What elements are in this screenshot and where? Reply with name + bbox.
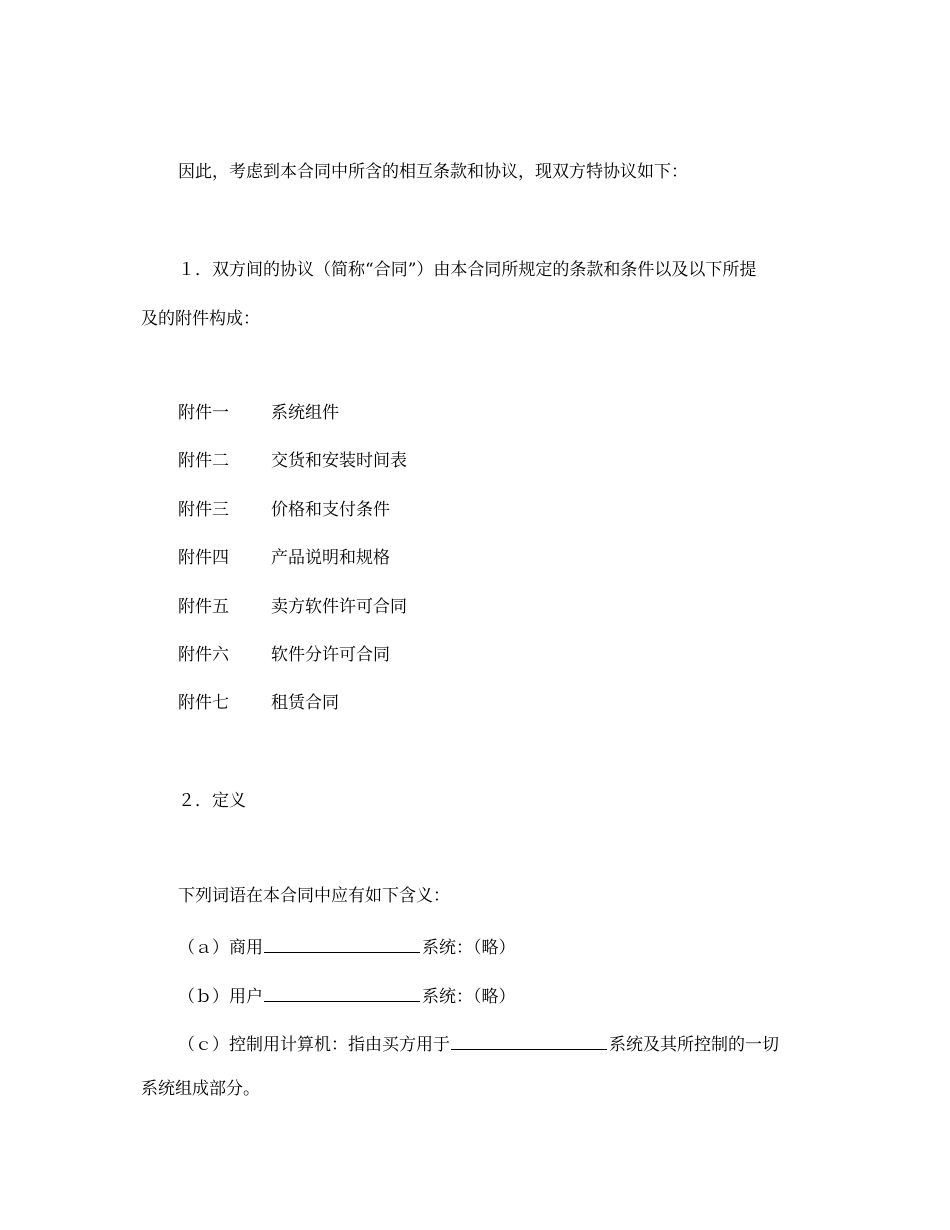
annex-title: 软件分许可合同	[271, 645, 390, 665]
annex-title: 系统组件	[271, 403, 339, 423]
annex-name: 附件三	[178, 500, 229, 520]
annex-name: 附件四	[178, 548, 229, 568]
definition-c-suffix: 系统及其所控制的一切	[609, 1035, 779, 1055]
clause-2-heading: ２．定义	[178, 791, 246, 811]
fill-in-blank	[264, 936, 420, 953]
definition-item-a	[178, 936, 516, 957]
clause-1-line-1: １．双方间的协议（简称“合同”）由本合同所规定的条款和条件以及以下所提	[178, 260, 757, 280]
annex-title: 租赁合同	[271, 693, 339, 713]
definition-a-prefix: （ａ）商用	[178, 938, 263, 958]
definition-item-b	[178, 985, 516, 1006]
definition-a-suffix: 系统：（略）	[422, 938, 516, 958]
clause-1-line-2: 及的附件构成：	[141, 309, 260, 329]
intro-paragraph: 因此，考虑到本合同中所含的相互条款和协议，现双方特协议如下：	[178, 162, 688, 182]
definition-b-suffix: 系统：（略）	[422, 987, 516, 1007]
annex-title: 产品说明和规格	[271, 548, 390, 568]
annex-title: 卖方软件许可合同	[271, 597, 407, 617]
annex-name: 附件六	[178, 645, 229, 665]
annex-title: 价格和支付条件	[271, 500, 390, 520]
definition-b-prefix: （ｂ）用户	[178, 987, 263, 1007]
definition-item-c-continuation: 系统组成部分。	[141, 1079, 260, 1099]
annex-name: 附件七	[178, 693, 229, 713]
definitions-intro: 下列词语在本合同中应有如下含义：	[178, 886, 450, 906]
definition-item-c	[178, 1033, 779, 1054]
definition-c-prefix: （ｃ）控制用计算机：指由买方用于	[178, 1035, 450, 1055]
annex-title: 交货和安装时间表	[271, 451, 407, 471]
annex-name: 附件一	[178, 403, 229, 423]
annex-name: 附件二	[178, 451, 229, 471]
annex-name: 附件五	[178, 597, 229, 617]
fill-in-blank	[264, 985, 420, 1002]
fill-in-blank	[451, 1033, 607, 1050]
